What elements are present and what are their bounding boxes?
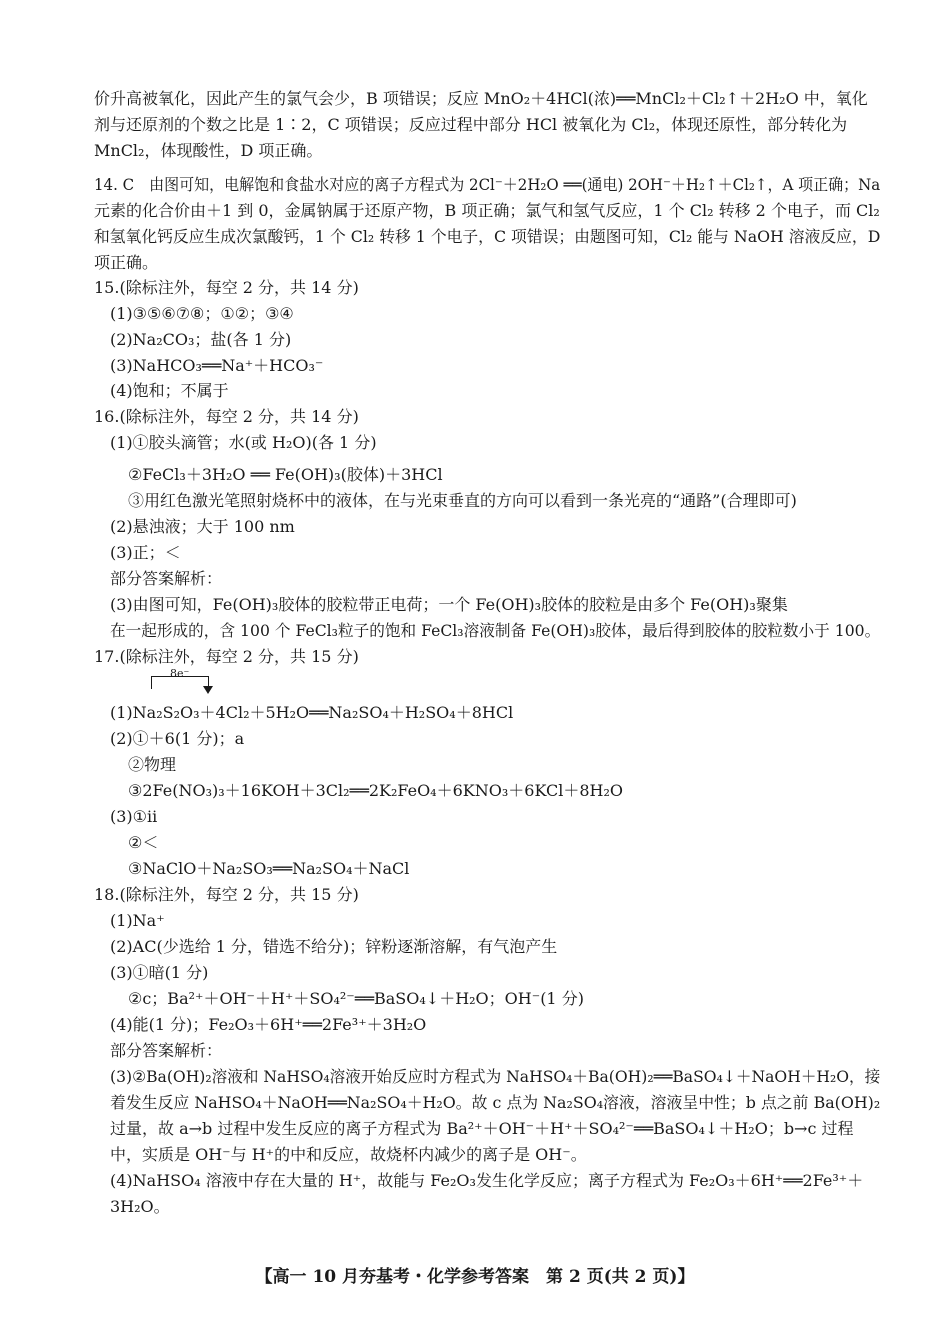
text-line: (3)NaHCO₃══Na⁺＋HCO₃⁻ — [110, 356, 324, 375]
analysis-heading: 部分答案解析： — [110, 569, 223, 588]
text-line: (3)①暗(1 分) — [110, 963, 209, 982]
question-heading: 17.(除标注外，每空 2 分，共 15 分) — [94, 647, 359, 666]
text-line: ②＜ — [128, 833, 159, 852]
analysis-heading: 部分答案解析： — [110, 1041, 223, 1060]
text-line: ③2Fe(NO₃)₃＋16KOH＋3Cl₂══2K₂FeO₄＋6KNO₃＋6KCl＋8H₂O — [128, 781, 623, 800]
text-line: (2)①＋6(1 分)；a — [110, 729, 245, 748]
text-line: (1)③⑤⑥⑦⑧；①②；③④ — [110, 304, 294, 323]
text-line: (2)Na₂CO₃；盐(各 1 分) — [110, 330, 292, 349]
text-line: 项正确。 — [94, 253, 159, 272]
text-line: (3)①ii — [110, 807, 158, 826]
text-line: 着发生反应 NaHSO₄＋NaOH══Na₂SO₄＋H₂O。故 c 点为 Na₂SO₄溶液，溶液呈中性；b 点之前 Ba(OH)₂ — [110, 1093, 881, 1112]
text-line: ③用红色激光笔照射烧杯中的液体，在与光束垂直的方向可以看到一条光亮的“通路”(合理即可) — [128, 491, 797, 510]
electron-transfer-bracket — [151, 676, 209, 689]
text-line: (1)Na₂S₂O₃＋4Cl₂＋5H₂O══Na₂SO₄＋H₂SO₄＋8HCl — [110, 703, 514, 722]
text-line: 剂与还原剂的个数之比是 1∶2，C 项错误；反应过程中部分 HCl 被氧化为 Cl₂，体现还原性，部分转化为 — [94, 115, 848, 134]
text-line: (1)Na⁺ — [110, 911, 165, 930]
page-footer: 【高一 10 月夯基考・化学参考答案 第 2 页(共 2 页)】 — [255, 1267, 695, 1287]
text-line: (2)悬浊液；大于 100 nm — [110, 517, 295, 536]
text-line: (4)能(1 分)；Fe₂O₃＋6H⁺══2Fe³⁺＋3H₂O — [110, 1015, 427, 1034]
text-line: ②FeCl₃＋3H₂O ══ Fe(OH)₃(胶体)＋3HCl — [128, 465, 443, 484]
question-heading: 16.(除标注外，每空 2 分，共 14 分) — [94, 407, 359, 426]
text-line: 和氢氧化钙反应生成次氯酸钙，1 个 Cl₂ 转移 1 个电子，C 项错误；由题图可知，Cl₂ 能与 NaOH 溶液反应，D — [94, 227, 881, 246]
text-line: 14. C 由图可知，电解饱和食盐水对应的离子方程式为 2Cl⁻＋2H₂O ══(通电) 2OH⁻＋H₂↑＋Cl₂↑，A 项正确；Na — [94, 175, 881, 194]
text-line: (1)①胶头滴管；水(或 H₂O)(各 1 分) — [110, 433, 377, 452]
text-line: 在一起形成的，含 100 个 FeCl₃粒子的饱和 FeCl₃溶液制备 Fe(OH)₃胶体，最后得到胶体的胶粒数小于 100。 — [110, 621, 881, 640]
text-line: ②物理 — [128, 755, 177, 774]
text-line: 过量，故 a→b 过程中发生反应的离子方程式为 Ba²⁺＋OH⁻＋H⁺＋SO₄²⁻══BaSO₄↓＋H₂O；b→c 过程 — [110, 1119, 854, 1138]
text-line: ③NaClO＋Na₂SO₃══Na₂SO₄＋NaCl — [128, 859, 410, 878]
question-heading: 18.(除标注外，每空 2 分，共 15 分) — [94, 885, 359, 904]
text-line: (3)由图可知，Fe(OH)₃胶体的胶粒带正电荷；一个 Fe(OH)₃胶体的胶粒是由多个 Fe(OH)₃聚集 — [110, 595, 788, 614]
text-line: (4)NaHSO₄ 溶液中存在大量的 H⁺，故能与 Fe₂O₃发生化学反应；离子方程式为 Fe₂O₃＋6H⁺══2Fe³⁺＋ — [110, 1171, 864, 1190]
text-line: ②c；Ba²⁺＋OH⁻＋H⁺＋SO₄²⁻══BaSO₄↓＋H₂O；OH⁻(1 分) — [128, 989, 584, 1008]
question-heading: 15.(除标注外，每空 2 分，共 14 分) — [94, 278, 359, 297]
text-line: 中，实质是 OH⁻与 H⁺的中和反应，故烧杯内减少的离子是 OH⁻。 — [110, 1145, 587, 1164]
text-line: MnCl₂，体现酸性，D 项正确。 — [94, 141, 323, 160]
arrow-down-icon — [203, 686, 213, 694]
text-line: 价升高被氧化，因此产生的氯气会少，B 项错误；反应 MnO₂＋4HCl(浓)══MnCl₂＋Cl₂↑＋2H₂O 中，氧化 — [94, 89, 868, 108]
text-line: (3)正；＜ — [110, 543, 181, 562]
text-line: 3H₂O。 — [110, 1197, 170, 1216]
text-line: (3)②Ba(OH)₂溶液和 NaHSO₄溶液开始反应时方程式为 NaHSO₄＋Ba(OH)₂══BaSO₄↓＋NaOH＋H₂O，接 — [110, 1067, 881, 1086]
text-line: 元素的化合价由＋1 到 0，金属钠属于还原产物，B 项正确；氯气和氢气反应，1 个 Cl₂ 转移 2 个电子，而 Cl₂ — [94, 201, 880, 220]
text-line: (2)AC(少选给 1 分，错选不给分)；锌粉逐渐溶解，有气泡产生 — [110, 937, 558, 956]
text-line: (4)饱和；不属于 — [110, 381, 229, 400]
electron-transfer-label: 8e⁻ — [170, 667, 190, 680]
